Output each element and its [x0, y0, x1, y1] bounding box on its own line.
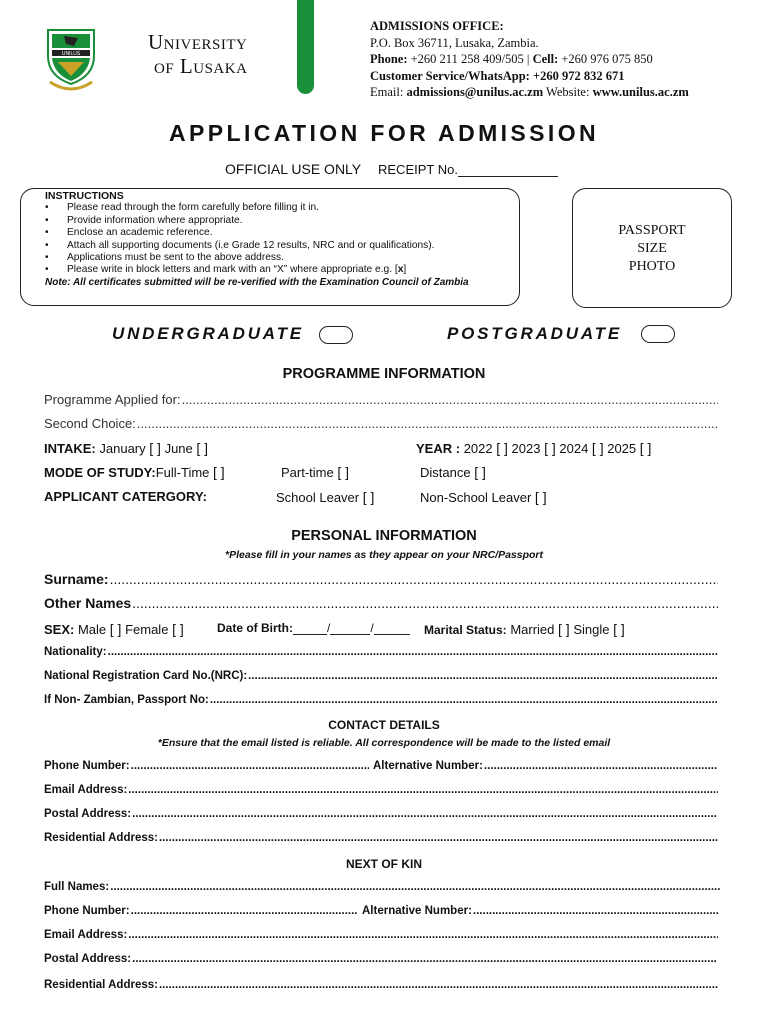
photo-line1: PASSPORT	[618, 223, 686, 238]
page-title: APPLICATION FOR ADMISSION	[169, 120, 599, 146]
intake-option-january: January	[99, 441, 146, 456]
kin-heading: NEXT OF KIN	[345, 857, 422, 871]
dotted-line	[128, 929, 718, 941]
po-box: P.O. Box 36711, Lusaka, Zambia.	[370, 35, 539, 50]
passport-label: If Non- Zambian, Passport No:	[44, 694, 209, 706]
passport-field[interactable]	[44, 694, 718, 706]
kin-full-names-field[interactable]	[44, 881, 720, 893]
male-checkbox[interactable]: [ ]	[109, 621, 122, 637]
dotted-line	[131, 905, 358, 917]
photo-line3: PHOTO	[628, 259, 676, 274]
marital-option-single: Single	[573, 622, 610, 637]
undergraduate-label: UNDERGRADUATE	[112, 324, 304, 343]
part-time-option	[281, 464, 349, 480]
other-names-field[interactable]	[44, 595, 718, 611]
marital-label: Marital Status:	[424, 623, 507, 637]
instruction-mark-close: ]	[403, 264, 407, 276]
non-school-leaver-option	[420, 489, 547, 505]
contact-email-field[interactable]	[44, 784, 718, 796]
receipt-field[interactable]	[378, 162, 558, 177]
contact-phone-label: Phone Number:	[44, 760, 130, 772]
second-choice-field[interactable]	[44, 416, 718, 431]
school-leaver-checkbox[interactable]: [ ]	[362, 489, 375, 505]
surname-label: Surname:	[44, 571, 109, 587]
dotted-line	[131, 760, 369, 772]
dotted-line	[159, 832, 718, 844]
dob-month-blank	[330, 623, 370, 635]
cell-label: Cell:	[532, 52, 559, 66]
email-value: admissions@unilus.ac.zm	[406, 85, 544, 99]
sex-option-male: Male	[77, 622, 107, 637]
dotted-line	[132, 953, 716, 965]
intake-option-june: June	[164, 441, 193, 456]
customer-service: Customer Service/WhatsApp: +260 972 832 671	[370, 68, 625, 83]
marital-row	[424, 621, 625, 637]
contact-alt-field[interactable]	[373, 760, 718, 772]
dotted-line	[159, 979, 718, 991]
sex-row	[44, 621, 184, 637]
university-name	[148, 30, 247, 78]
contact-phone-field[interactable]	[44, 760, 369, 772]
postgraduate-label: POSTGRADUATE	[447, 324, 622, 343]
sex-option-female: Female	[125, 622, 169, 637]
instructions-box	[20, 188, 520, 306]
surname-field[interactable]	[44, 571, 718, 587]
undergraduate-checkbox[interactable]	[319, 326, 353, 344]
year-2023-checkbox[interactable]: [ ]	[544, 440, 556, 456]
mode-row	[44, 464, 225, 480]
postgraduate-checkbox[interactable]	[641, 325, 675, 343]
university-name-line2: of Lusaka	[154, 54, 248, 78]
contact-postal-field[interactable]	[44, 808, 716, 820]
female-checkbox[interactable]: [ ]	[172, 621, 184, 637]
instructions-note: Note: All certificates submitted will be re-verified with the Examination Council of Zambia	[45, 276, 469, 288]
kin-alt-field[interactable]	[362, 905, 718, 917]
nationality-label: Nationality:	[44, 646, 107, 658]
contact-postal-label: Postal Address:	[44, 808, 132, 820]
photo-line2: SIZE	[637, 241, 667, 256]
instruction-item: • Please read through the form carefully before filling it in.	[67, 202, 519, 214]
kin-full-names-label: Full Names:	[44, 881, 110, 893]
sex-label: SEX:	[44, 622, 75, 637]
married-checkbox[interactable]: [ ]	[558, 621, 570, 637]
instruction-mark-text: Please write in block letters and mark with an “X” where appropriate e.g. [	[67, 264, 398, 276]
website-label: Website:	[546, 85, 590, 99]
office-title: ADMISSIONS OFFICE:	[370, 19, 504, 33]
non-school-leaver-checkbox[interactable]: [ ]	[534, 489, 547, 505]
contact-residential-field[interactable]	[44, 832, 718, 844]
receipt-line	[458, 164, 558, 177]
receipt-label: RECEIPT No.	[378, 162, 458, 177]
dotted-line	[248, 670, 718, 682]
intake-june-checkbox[interactable]: [ ]	[196, 440, 209, 456]
nationality-field[interactable]	[44, 646, 718, 658]
dob-year-blank	[374, 623, 410, 635]
programme-applied-field[interactable]	[44, 392, 718, 407]
personal-note: *Please fill in your names as they appear on your NRC/Passport	[224, 549, 544, 561]
mode-label: MODE OF STUDY:	[44, 465, 156, 480]
cell-value: +260 976 075 850	[561, 52, 653, 66]
email-label: Email:	[370, 85, 404, 99]
year-option: 2023	[511, 441, 541, 456]
year-2025-checkbox[interactable]: [ ]	[639, 440, 652, 456]
dotted-line	[132, 595, 718, 611]
kin-phone-field[interactable]	[44, 905, 358, 917]
admissions-office-contact	[370, 18, 689, 101]
single-checkbox[interactable]: [ ]	[613, 621, 625, 637]
instruction-item: • Applications must be sent to the above address.	[67, 252, 519, 264]
contact-heading: CONTACT DETAILS	[328, 718, 440, 732]
university-crest-logo	[44, 26, 98, 94]
contact-residential-label: Residential Address:	[44, 832, 158, 844]
school-leaver-option	[276, 489, 374, 505]
dotted-line	[108, 646, 718, 658]
phone-label: Phone:	[370, 52, 408, 66]
phone-value: +260 211 258 409/505 |	[410, 52, 530, 66]
dob-field[interactable]: Date of Birth: / /	[217, 621, 410, 635]
university-name-line1: University	[148, 30, 248, 54]
mode-option-part: Part-time	[281, 465, 334, 480]
year-2022-checkbox[interactable]: [ ]	[496, 440, 508, 456]
brand-green-bar	[297, 0, 314, 94]
passport-photo-box[interactable]	[572, 188, 732, 308]
dotted-line	[137, 416, 718, 431]
year-option: 2025	[607, 441, 637, 456]
category-option-school: School Leaver	[276, 490, 360, 505]
year-label: YEAR :	[416, 441, 461, 456]
dob-label: Date of Birth:	[217, 621, 293, 635]
instruction-item-mark	[67, 264, 519, 276]
category-option-non-school: Non-School Leaver	[420, 490, 532, 505]
dotted-line	[182, 392, 718, 407]
kin-residential-field[interactable]	[44, 979, 718, 991]
personal-heading: PERSONAL INFORMATION	[291, 528, 477, 544]
official-use-label: OFFICIAL USE ONLY	[225, 161, 362, 177]
kin-email-label: Email Address:	[44, 929, 128, 941]
dotted-line	[110, 571, 718, 587]
kin-email-field[interactable]	[44, 929, 718, 941]
intake-row	[44, 440, 208, 456]
dotted-line	[484, 760, 718, 772]
programme-applied-label: Programme Applied for:	[44, 392, 181, 407]
dotted-line	[473, 905, 718, 917]
instruction-item: • Attach all supporting documents (i.e Grade 12 results, NRC and or qualifications).	[67, 240, 519, 252]
instruction-item: • Enclose an academic reference.	[67, 227, 519, 239]
contact-alt-label: Alternative Number:	[373, 760, 483, 772]
website-value: www.unilus.ac.zm	[592, 85, 689, 99]
instructions-heading: INSTRUCTIONS	[45, 190, 124, 202]
other-names-label: Other Names	[44, 595, 132, 611]
nrc-field[interactable]	[44, 670, 718, 682]
dotted-line	[210, 694, 718, 706]
year-2024-checkbox[interactable]: [ ]	[591, 440, 604, 456]
instruction-item: • Provide information where appropriate.	[67, 215, 519, 227]
mode-option-distance: Distance	[420, 465, 471, 480]
crest-text: UNILUS	[61, 51, 81, 57]
kin-postal-label: Postal Address:	[44, 953, 132, 965]
dotted-line	[128, 784, 718, 796]
intake-label: INTAKE:	[44, 441, 96, 456]
year-option: 2022	[463, 441, 493, 456]
instruction-mark-example: x	[397, 264, 404, 276]
dob-day-blank	[293, 623, 327, 635]
kin-postal-field[interactable]	[44, 953, 716, 965]
year-option: 2024	[559, 441, 589, 456]
second-choice-label: Second Choice:	[44, 416, 136, 431]
category-label: APPLICANT CATERGORY:	[44, 489, 207, 504]
nrc-label: National Registration Card No.(NRC):	[44, 670, 248, 682]
kin-residential-label: Residential Address:	[44, 979, 158, 991]
contact-email-label: Email Address:	[44, 784, 128, 796]
marital-option-married: Married	[510, 622, 555, 637]
category-row	[44, 489, 207, 504]
dotted-line	[132, 808, 716, 820]
mode-option-full: Full-Time	[155, 465, 210, 480]
kin-alt-label: Alternative Number:	[362, 905, 472, 917]
distance-option	[420, 464, 486, 480]
part-time-checkbox[interactable]: [ ]	[337, 464, 350, 480]
contact-note: *Ensure that the email listed is reliable. All correspondence will be made to the listed email	[157, 737, 611, 749]
distance-checkbox[interactable]: [ ]	[474, 464, 486, 480]
kin-phone-label: Phone Number:	[44, 905, 130, 917]
programme-heading: PROGRAMME INFORMATION	[282, 366, 486, 382]
full-time-checkbox[interactable]: [ ]	[213, 464, 225, 480]
intake-january-checkbox[interactable]: [ ]	[149, 440, 161, 456]
dotted-line	[110, 881, 720, 893]
year-row	[416, 440, 651, 456]
